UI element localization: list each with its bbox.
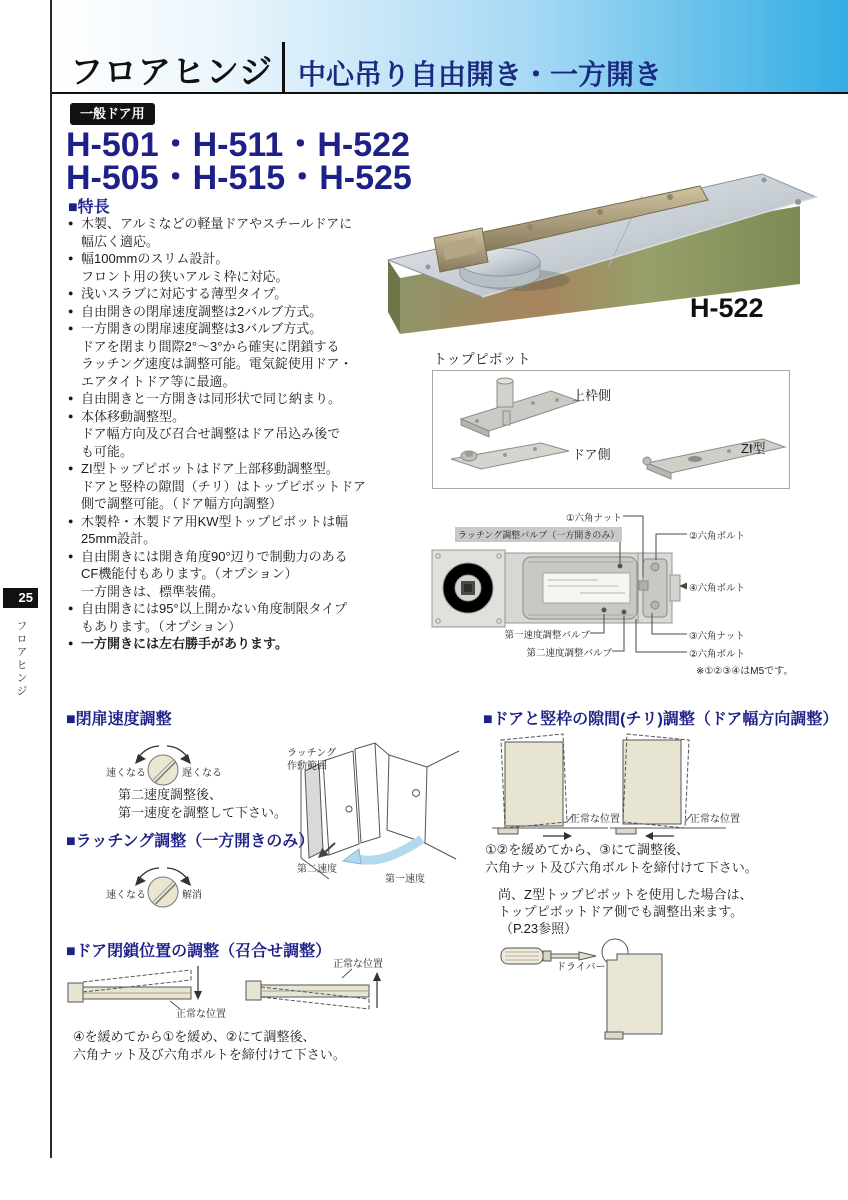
z-pivot-note-3: （P.23参照） bbox=[500, 921, 578, 936]
feature-line: 自由開きには開き角度90°辺りで制動力のある bbox=[81, 548, 348, 564]
latching-dial-faster-label: 速くなる bbox=[106, 890, 146, 901]
feature-line: ドアと竪枠の隙間（チリ）はトップピボットドア bbox=[81, 478, 366, 494]
closing-speed-heading: ■閉扉速度調整 bbox=[66, 711, 172, 728]
bullet-icon: ● bbox=[68, 410, 74, 421]
bullet-icon: ● bbox=[68, 323, 74, 333]
latching-dial-release-label: 解消 bbox=[182, 890, 202, 901]
bullet-icon: ● bbox=[68, 253, 74, 263]
feature-item bbox=[68, 513, 400, 548]
feature-item bbox=[68, 320, 400, 390]
door-gap-heading: ■ドアと竪枠の隙間(チリ)調整（ドア幅方向調整） bbox=[483, 711, 839, 728]
feature-line: フロント用の狭いアルミ枠に対応。 bbox=[81, 268, 289, 284]
photo-model-label: H-522 bbox=[690, 293, 764, 323]
hex-nut-1-label: ①六角ナット bbox=[566, 513, 622, 524]
feature-line: 木製、アルミなどの軽量ドアやスチールドアに bbox=[81, 216, 353, 231]
first-speed-label: 第一速度 bbox=[385, 874, 425, 885]
door-close-instruction-1: ④を緩めてから①を緩め、②にて調整後、 bbox=[73, 1029, 316, 1044]
normal-position-label-right: 正常な位置 bbox=[333, 959, 383, 970]
latching-range-label-1: ラッチング bbox=[287, 748, 337, 759]
feature-item bbox=[68, 408, 400, 461]
feature-line: もあります。（オプション） bbox=[81, 618, 242, 634]
features-heading: ■特長 bbox=[68, 199, 110, 216]
door-side-label: ドア側 bbox=[572, 447, 611, 462]
door-close-instruction-2: 六角ナット及び六角ボルトを締付けて下さい。 bbox=[73, 1047, 346, 1062]
feature-line: 25mm設計。 bbox=[81, 531, 157, 546]
door-gap-instruction-2: 六角ナット及び六角ボルトを締付けて下さい。 bbox=[485, 860, 758, 875]
screwdriver-diagram bbox=[495, 928, 680, 1048]
closing-speed-instruction-1: 第二速度調整後、 bbox=[118, 787, 223, 802]
bullet-icon: ● bbox=[68, 603, 74, 613]
feature-line: 木製枠・木製ドア用KW型トップピボットは幅 bbox=[81, 513, 349, 529]
closing-speed-instruction-2: 第一速度を調整して下さい。 bbox=[118, 805, 288, 820]
feature-line: 自由開きには95°以上開かない角度制限タイプ bbox=[81, 601, 348, 616]
hex-bolt-4-label: ④六角ボルト bbox=[689, 583, 746, 594]
header-divider bbox=[282, 42, 285, 92]
feature-item bbox=[68, 460, 400, 513]
feature-line: も可能。 bbox=[81, 443, 134, 459]
hex-bolt-2-bottom-label: ②六角ボルト bbox=[689, 649, 746, 660]
feature-line: 一方開きには左右勝手があります。 bbox=[81, 636, 288, 651]
feature-line: ZI型トップピボットはドア上部移動調整型。 bbox=[81, 461, 339, 476]
feature-line: CF機能付もあります。（オプション） bbox=[81, 566, 298, 581]
feature-line: 自由開きの閉扉速度調整は2バルブ方式。 bbox=[81, 303, 323, 319]
latching-valve-label: ラッチング調整バルブ（一方開きのみ） bbox=[455, 527, 622, 542]
door-gap-instruction-1: ①②を緩めてから、③にて調整後、 bbox=[485, 842, 689, 857]
header-subtitle: 中心吊り自由開き・一方開き bbox=[298, 59, 663, 90]
model-title-line1: H-501・H-511・H-522 bbox=[66, 126, 410, 164]
feature-line: 一方開きは、標準装備。 bbox=[81, 583, 225, 599]
feature-line: 側で調整可能。（ドア幅方向調整） bbox=[81, 496, 283, 511]
feature-item bbox=[68, 215, 400, 250]
dial-faster-label: 速くなる bbox=[106, 768, 146, 779]
header-underline bbox=[52, 92, 848, 94]
bullet-icon: ● bbox=[68, 550, 74, 561]
feature-item bbox=[68, 285, 400, 303]
page-number: 25 bbox=[3, 588, 38, 608]
latching-adjust-heading: ■ラッチング調整（一方開きのみ） bbox=[66, 833, 315, 850]
upper-frame-label: 上枠側 bbox=[572, 388, 612, 403]
feature-line: エアタイトドア等に最適。 bbox=[81, 373, 236, 389]
feature-line: 一方開きの閉扉速度調整は3バルブ方式。 bbox=[81, 321, 323, 336]
feature-line: 浅いスラブに対応する薄型タイプ。 bbox=[81, 286, 288, 301]
model-title-line2: H-505・H-515・H-525 bbox=[66, 159, 412, 197]
hex-bolt-2-top-label: ②六角ボルト bbox=[689, 531, 746, 542]
gap-normal-label-left: 正常な位置 bbox=[570, 814, 620, 825]
z-pivot-note-2: トップピボットドア側でも調整出来ます。 bbox=[498, 904, 744, 919]
feature-item bbox=[68, 635, 400, 653]
bullet-icon: ● bbox=[68, 463, 74, 473]
door-gap-diagram bbox=[488, 730, 818, 845]
first-speed-valve-label: 第一速度調整バルブ bbox=[504, 630, 590, 641]
normal-position-label-left: 正常な位置 bbox=[176, 1009, 226, 1020]
feature-line: 自由開きと一方開きは同形状で同じ納まり。 bbox=[81, 391, 342, 406]
side-category-label: フロアヒンジ bbox=[15, 620, 27, 698]
second-speed-label: 第二速度 bbox=[297, 864, 337, 875]
door-type-badge: 一般ドア用 bbox=[70, 103, 155, 125]
feature-item bbox=[68, 303, 400, 321]
dial-slower-label: 遅くなる bbox=[182, 768, 222, 779]
feature-item bbox=[68, 250, 400, 285]
bullet-icon: ● bbox=[68, 515, 74, 526]
latching-range-label-2: 作動範囲 bbox=[287, 761, 327, 772]
zi-type-label: ZI型 bbox=[741, 441, 766, 456]
bullet-icon: ● bbox=[68, 393, 74, 403]
bullet-icon: ● bbox=[68, 638, 74, 648]
feature-line: ドア幅方向及び召合せ調整はドア吊込み後で bbox=[81, 426, 341, 441]
feature-item bbox=[68, 600, 400, 635]
left-margin-rule bbox=[50, 0, 52, 1158]
driver-label: ドライバー bbox=[556, 962, 606, 973]
feature-line: 本体移動調整型。 bbox=[81, 408, 186, 424]
feature-item bbox=[68, 548, 400, 601]
features-list bbox=[68, 215, 400, 653]
bullet-icon: ● bbox=[68, 305, 74, 316]
gap-normal-label-right: 正常な位置 bbox=[690, 814, 740, 825]
z-pivot-note-1: 尚、Z型トップピボットを使用した場合は、 bbox=[498, 887, 753, 902]
second-speed-valve-label: 第二速度調整バルブ bbox=[526, 648, 612, 659]
product-photo bbox=[370, 150, 840, 350]
feature-line: ドアを閉まり間際2°～3°から確実に閉鎖する bbox=[81, 338, 340, 354]
feature-item bbox=[68, 390, 400, 408]
feature-line: ラッチング速度は調整可能。電気錠使用ドア・ bbox=[81, 356, 353, 371]
bullet-icon: ● bbox=[68, 288, 74, 298]
feature-line: 幅100mmのスリム設計。 bbox=[81, 251, 229, 266]
door-close-position-heading: ■ドア閉鎖位置の調整（召合せ調整） bbox=[66, 943, 332, 960]
feature-line: 幅広く適応。 bbox=[81, 233, 160, 249]
arm-adjust-diagram bbox=[62, 962, 402, 1022]
m5-size-note: ※①②③④はM5です。 bbox=[696, 666, 794, 677]
top-pivot-title: トップピボット bbox=[433, 351, 531, 367]
category-title: フロアヒンジ bbox=[70, 53, 274, 90]
hex-nut-3-label: ③六角ナット bbox=[689, 631, 745, 642]
bullet-icon: ● bbox=[68, 218, 74, 228]
